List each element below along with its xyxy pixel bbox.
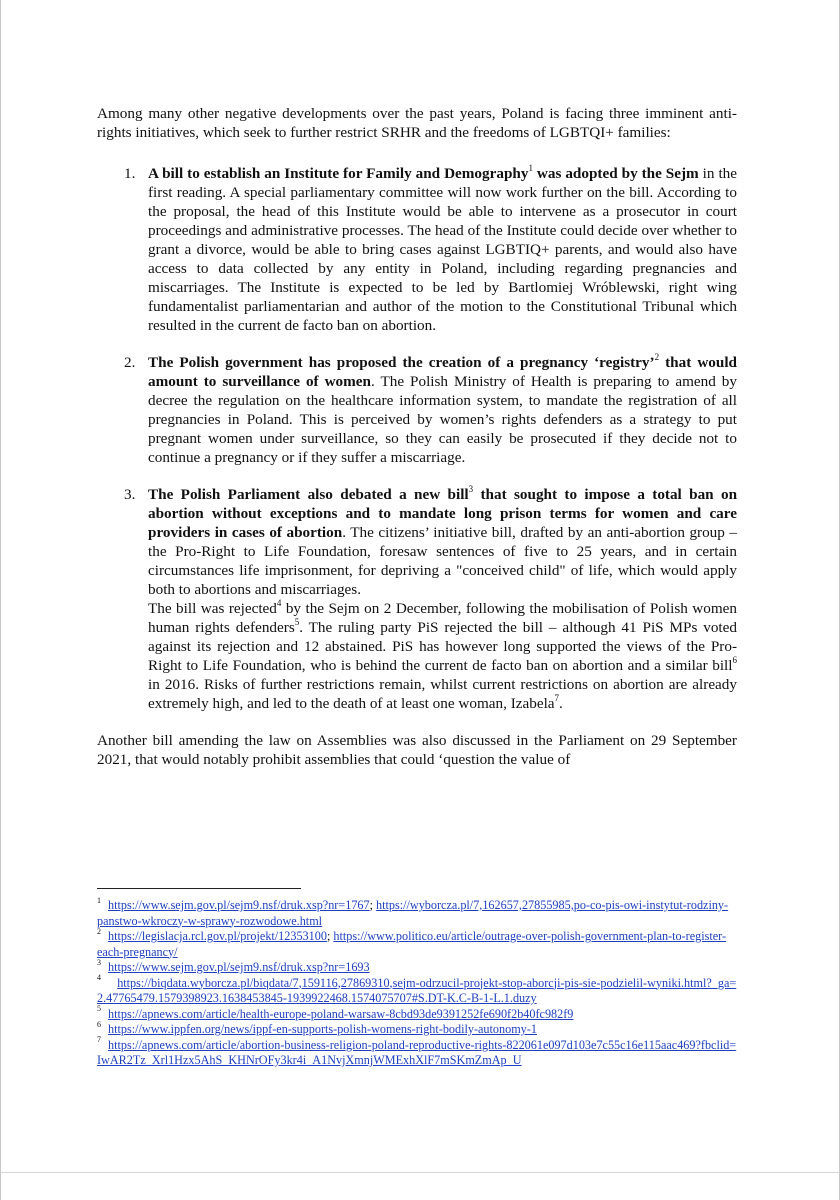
footnote-ref[interactable]: 3: [468, 483, 474, 494]
separator: ;: [369, 898, 377, 912]
footnote-4: [97, 973, 737, 1007]
footnote-5: [97, 1004, 737, 1023]
list-number: 1.: [124, 165, 136, 182]
footnote-2: [97, 926, 737, 960]
footnote-ref[interactable]: 4: [276, 597, 282, 608]
intro-paragraph: Among many other negative developments over the past years, Poland is facing three imminent anti-rights initiatives, which seek to further restrict SRHR and the freedoms of LGBTQI+ families:: [97, 105, 737, 141]
body-text: .: [559, 695, 563, 712]
list-item-1: [124, 164, 737, 335]
body-text: in 2016. Risks of further restrictions remain, whilst current restrictions on abortion are already extremely high, and led to the death of at least one woman, Izabela: [148, 676, 737, 712]
list-number: 3.: [124, 486, 136, 503]
footnote-number: 4: [97, 973, 101, 983]
bold-lead-cont: was adopted by the Sejm: [532, 165, 699, 182]
footnote-3: [97, 957, 737, 976]
footnotes: [97, 895, 737, 1069]
body-text: by the Sejm on 2 December, following the mobilisation of Polish women human rights defenders: [148, 600, 737, 636]
bold-lead: The Polish Parliament also debated a new bill: [148, 486, 469, 503]
closing-paragraph: Another bill amending the law on Assemblies was also discussed in the Parliament on 29 September 2021, that would notably prohibit assemblies that could ‘question the value of: [97, 732, 737, 768]
footnote-number: 7: [97, 1035, 101, 1045]
body-text: . The Polish Ministry of Health is preparing to amend by decree the regulation on the healthcare information system, to mandate the registration of all pregnancies in Poland. This is perceived by women’s rights defenders as a strategy to put pregnant women under surveillance, so they can easily be prosecuted if they decide not to continue a pregnancy or if they suffer a miscarriage.: [148, 373, 737, 466]
footnote-number: 6: [97, 1019, 101, 1029]
footnote-link[interactable]: https://www.sejm.gov.pl/sejm9.nsf/druk.xsp?nr=1767: [108, 898, 370, 912]
footnote-number: 5: [97, 1004, 101, 1014]
footnote-number: 1: [97, 895, 101, 905]
body-text: in the first reading. A special parliamentary committee will now work further on the bill. According to the proposal, the head of this Institute would be able to intervene as a prosecutor in court proceedings and administrative processes. The head of the Institute could decide over whether to grant a divorce, would be able to bring cases against LGBTIQ+ parents, and would also have access to data collected by any entity in Poland, including regarding pregnancies and miscarriages. The Institute is expected to be led by Bartlomiej Wróblewski, right wing fundamentalist parliamentarian and author of the motion to the Constitutional Tribunal which resulted in the current de facto ban on abortion.: [148, 165, 737, 334]
footnote-link[interactable]: https://www.sejm.gov.pl/sejm9.nsf/druk.xsp?nr=1693: [108, 960, 370, 974]
footnote-link[interactable]: https://biqdata.wyborcza.pl/biqdata/7,159116,27869310,sejm-odrzucil-projekt-stop-aborcji-pis-sie-podzielil-wyniki.html?_ga=2.47765479.1579398923.1638453845-1939922468.1574075707#S.DT-K.C-B-1-L.1.duzy: [97, 975, 737, 1005]
bold-lead: A bill to establish an Institute for Family and Demography: [148, 165, 529, 182]
bold-lead: The Polish government has proposed the creation of a pregnancy ‘registry’: [148, 354, 655, 371]
list-item-text: [148, 164, 737, 335]
body-text: . The citizens’ initiative bill, drafted by an anti-abortion group – the Pro-Right to Life Foundation, foresaw sentences of five to 25 years, and in certain circumstances life imprisonment, for depriving a "conceived child" of life, which would apply both to abortions and miscarriages.: [148, 524, 737, 598]
list-item-text: [148, 485, 737, 713]
footnote-link[interactable]: https://apnews.com/article/abortion-business-religion-poland-reproductive-rights-822061e097d103e7c55c16e115aac469?fbclid=IwAR2Tz_Xrl1Hzx5AhS_KHNrOFy3kr4i_A1NvjXmnjWMExhXlF7mSKmZmAp_U: [97, 1037, 737, 1067]
footnote-ref[interactable]: 6: [732, 654, 737, 665]
footnote-6: [97, 1019, 737, 1038]
list-item-2: [124, 353, 737, 467]
footnote-link[interactable]: https://www.ippfen.org/news/ippf-en-supports-polish-womens-right-bodily-autonomy-1: [108, 1022, 537, 1036]
footnote-1: [97, 895, 737, 929]
list-item-3: [124, 485, 737, 713]
footnote-ref[interactable]: 5: [294, 616, 300, 627]
body-text: The bill was rejected: [148, 600, 277, 617]
footnote-link[interactable]: https://legislacja.rcl.gov.pl/projekt/12353100: [108, 929, 327, 943]
bold-lead-cont: that sought to impose a total ban on abortion without exceptions and to mandate long prison terms for women and care providers in cases of abortion: [148, 486, 738, 541]
bold-lead-cont: that would amount to surveillance of women: [148, 354, 737, 390]
footnote-ref[interactable]: 7: [554, 692, 560, 703]
footnote-number: 2: [97, 926, 101, 936]
footnote-ref[interactable]: 2: [654, 351, 660, 362]
list-number: 2.: [124, 354, 136, 371]
footnote-link[interactable]: https://www.politico.eu/article/outrage-over-polish-government-plan-to-register-each-pregnancy/: [97, 929, 727, 959]
footnote-link[interactable]: https://apnews.com/article/health-europe-poland-warsaw-8cbd93de9391252fe690f2b40fc982f9: [108, 1006, 574, 1021]
footnote-link[interactable]: https://wyborcza.pl/7,162657,27855985,po-co-pis-owi-instytut-rodziny-panstwo-wkroczy-w-sprawy-rozwodowe.html: [97, 898, 729, 928]
page-bottom-edge: [1, 1172, 839, 1173]
footnote-ref[interactable]: 1: [528, 162, 533, 173]
document-body: [97, 104, 737, 769]
footnote-number: 3: [97, 957, 101, 967]
footnote-separator: [97, 888, 301, 889]
footnote-7: [97, 1035, 737, 1069]
list-item-text: [148, 353, 737, 467]
body-text: . The ruling party PiS rejected the bill – although 41 PiS MPs voted against its rejection and 12 abstained. PiS has however long supported the views of the Pro-Right to Life Foundation, who is behind the current de facto ban on abortion and a similar bill: [148, 619, 737, 674]
separator: ;: [326, 929, 334, 943]
